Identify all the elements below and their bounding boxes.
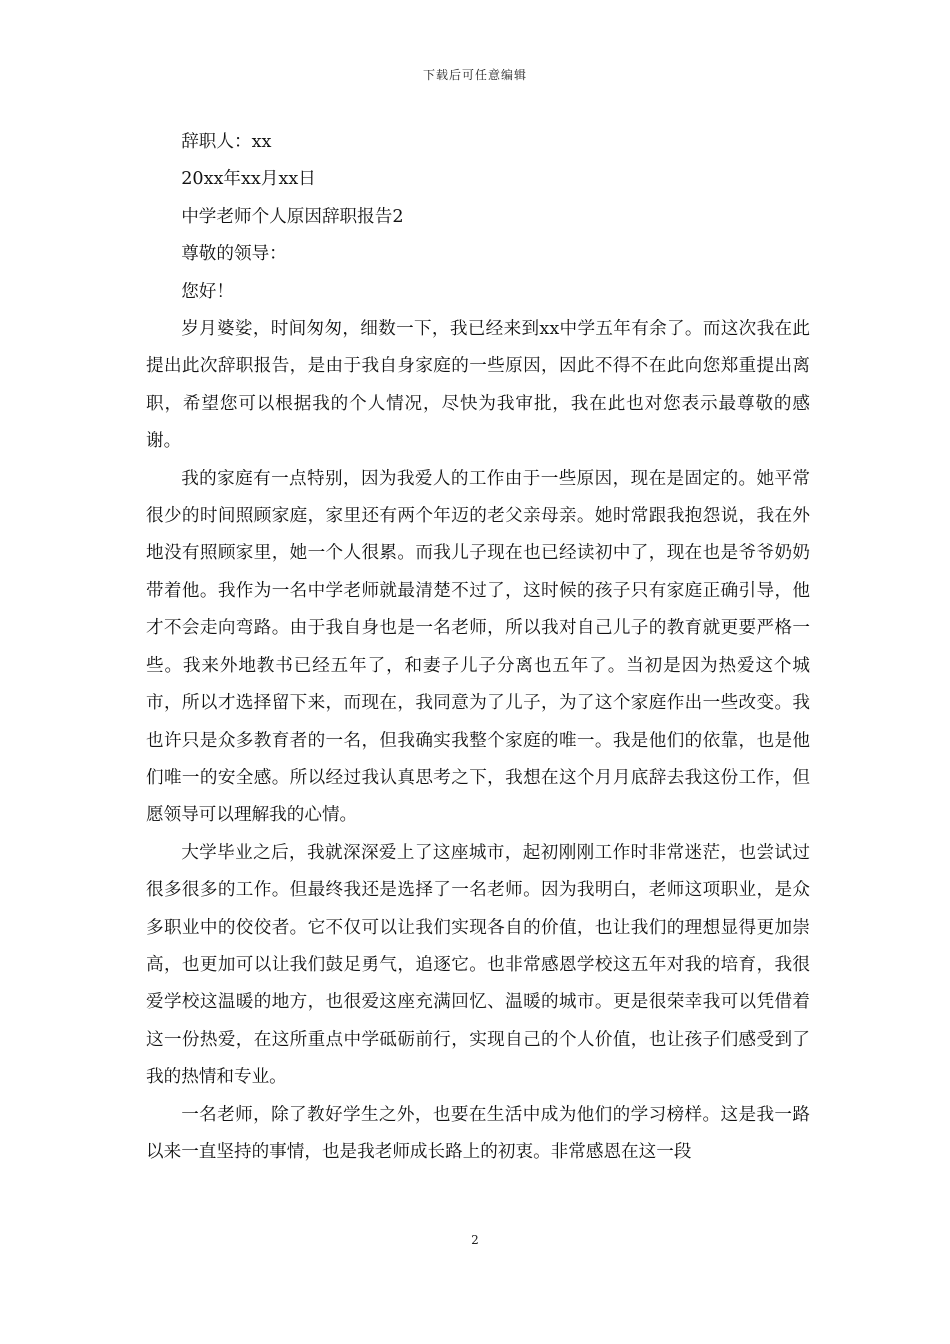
page-number: 2 xyxy=(471,1233,479,1247)
body-paragraph: 岁月婆娑，时间匆匆，细数一下，我已经来到xx中学五年有余了。而这次我在此提出此次辞职报告，是由于我自身家庭的一些原因，因此不得不在此向您郑重提出离职，希望您可以根据我的个人情况，尽快为我审批，我在此也对您表示最尊敬的感谢。 xyxy=(146,319,810,452)
page-header-note: 下载后可任意编辑 xyxy=(422,68,527,82)
document-title: 中学老师个人原因辞职报告2 xyxy=(181,206,404,227)
body-paragraph: 大学毕业之后，我就深深爱上了这座城市，起初刚刚工作时非常迷茫，也尝试过很多很多的工作。但最终我还是选择了一名老师。因为我明白，老师这项职业，是众多职业中的佼佼者。它不仅可以让我们实现各自的价值，也让我们的理想显得更加崇高，也更加可以让我们鼓足勇气，追逐它。也非常感恩学校这五年对我的培育，我很爱学校这温暖的地方，也很爱这座充满回忆、温暖的城市。更是很荣幸我可以凭借着这一份热爱，在这所重点中学砥砺前行，实现自己的个人价值，也让孩子们感受到了我的热情和专业。 xyxy=(146,842,810,1088)
greeting: 您好！ xyxy=(181,281,234,302)
salutation: 尊敬的领导： xyxy=(181,244,287,265)
body-paragraph: 一名老师，除了教好学生之外，也要在生活中成为他们的学习榜样。这是我一路以来一直坚持的事情，也是我老师成长路上的初衷。非常感恩在这一段 xyxy=(146,1104,810,1162)
signer-line: 辞职人：xx xyxy=(181,132,272,152)
body-paragraph: 我的家庭有一点特别，因为我爱人的工作由于一些原因，现在是固定的。她平常很少的时间照顾家庭，家里还有两个年迈的老父亲母亲。她时常跟我抱怨说，我在外地没有照顾家里，她一个人很累。而我儿子现在也已经读初中了，现在也是爷爷奶奶带着他。我作为一名中学老师就最清楚不过了，这时候的孩子只有家庭正确引导，他才不会走向弯路。由于我自身也是一名老师，所以我对自己儿子的教育就更要严格一些。我来外地教书已经五年了，和妻子儿子分离也五年了。当初是因为热爱这个城市，所以才选择留下来，而现在，我同意为了儿子，为了这个家庭作出一些改变。我也许只是众多教育者的一名，但我确实我整个家庭的唯一。我是他们的依靠，也是他们唯一的安全感。所以经过我认真思考之下，我想在这个月月底辞去我这份工作，但愿领导可以理解我的心情。 xyxy=(146,468,810,826)
date-line: 20xx年xx月xx日 xyxy=(181,169,316,190)
document-body xyxy=(146,124,810,1171)
